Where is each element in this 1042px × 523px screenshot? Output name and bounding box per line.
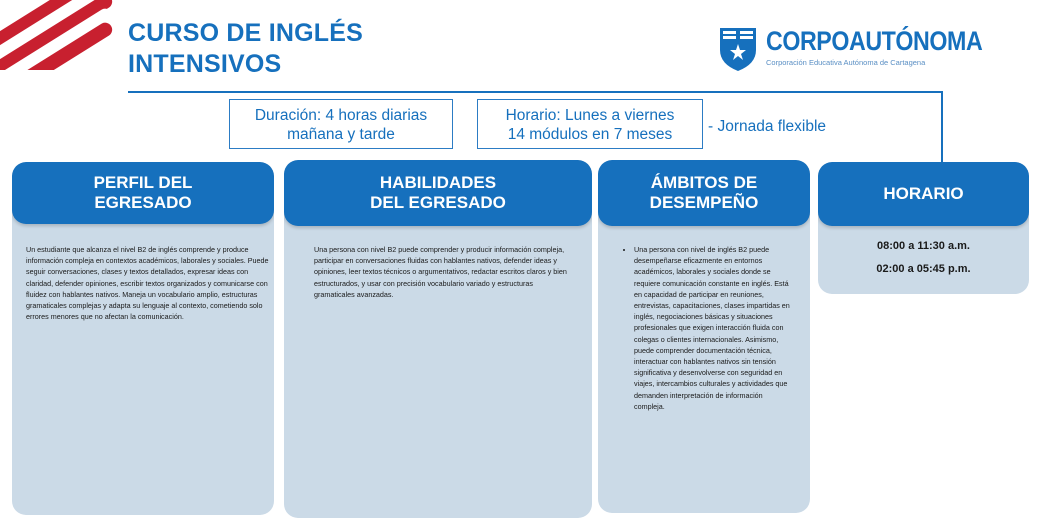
- habilidades-card-text: Una persona con nivel B2 puede comprender y producir información compleja, participar en conversaciones fluidas con hablantes nativos, defender ideas y opiniones, leer textos técnicos o argumentativos, redactar escritos claros y bien estructurados, y usar con precisión vocabulario variado y estructuras gramaticales avanzadas.: [314, 245, 567, 299]
- ambitos-card-header: [598, 160, 810, 226]
- duration-line-2: mañana y tarde: [287, 126, 395, 143]
- connector-line-vertical: [941, 91, 943, 163]
- ambitos-title-line-1: ÁMBITOS DE: [650, 173, 758, 192]
- horario-card: [818, 162, 1029, 294]
- jornada-text: - Jornada flexible: [708, 118, 827, 135]
- flag-icon: [0, 0, 124, 70]
- connector-line-horizontal: [128, 91, 943, 93]
- title-line-1: CURSO DE INGLÉS: [128, 19, 363, 47]
- perfil-card-header: [12, 162, 274, 224]
- logo-tagline: Corporación Educativa Autónoma de Cartagena: [766, 58, 926, 67]
- ambitos-card: [598, 160, 810, 513]
- habilidades-title-line-2: DEL EGRESADO: [370, 193, 506, 212]
- corpoautonoma-logo: [718, 24, 983, 74]
- horario-slot-1: 08:00 a 11:30 a.m.: [877, 240, 970, 252]
- horario-card-header: [818, 162, 1029, 226]
- perfil-title-line-1: PERFIL DEL: [93, 173, 193, 192]
- page-title: [128, 18, 363, 80]
- habilidades-card-header: [284, 160, 592, 226]
- perfil-title-line-2: EGRESADO: [94, 193, 192, 212]
- schedule-line-2: 14 módulos en 7 meses: [507, 126, 673, 143]
- schedule-box: [477, 99, 703, 149]
- title-line-2: INTENSIVOS: [128, 50, 282, 78]
- horario-slot-2: 02:00 a 05:45 p.m.: [876, 263, 971, 275]
- perfil-card-text: Un estudiante que alcanza el nivel B2 de inglés comprende y produce información compleja en contextos académicos, laborales y sociales. Puede seguir conversaciones, clases y textos detallados, expresar ideas con claridad, defender opiniones, escribir textos organizados y comunicarse con fluidez con hablantes nativos. Maneja un vocabulario amplio, estructuras gramaticales complejas y adapta su lenguaje al contexto, cometiendo solo errores menores que no afectan la comunicación.: [26, 245, 269, 322]
- horario-title: HORARIO: [883, 184, 964, 203]
- habilidades-card: [284, 160, 592, 518]
- logo-name: CORPOAUTÓNOMA: [766, 26, 983, 56]
- ambitos-bullet-item: • Una persona con nivel de inglés B2 puede desempeñarse eficazmente en entornos académicos, laborales y sociales donde se requiere comunicación constante en inglés. Está en capacidad de participar en reuniones, entrevistas, capacitaciones, clases impartidas en inglés, negociaciones básicas y situaciones profesionales que exigen interacción fluida con colegas o clientes internacionales. Asimismo, puede comprender documentación técnica, interactuar con hablantes nativos sin tensión significativa y desenvolverse con seguridad en viajes, intercambios culturales y actividades que demanden interpretación de información compleja.: [634, 244, 790, 412]
- ambitos-bullet-list: [624, 244, 790, 412]
- horario-slots: [818, 226, 1029, 275]
- perfil-card: [12, 162, 274, 515]
- ambitos-card-body: [598, 226, 810, 412]
- ambitos-title-line-2: DESEMPEÑO: [649, 193, 759, 212]
- habilidades-title-line-1: HABILIDADES: [379, 173, 497, 192]
- duration-box: [229, 99, 453, 149]
- shield-logo-icon: [718, 24, 758, 72]
- duration-line-1: Duración: 4 horas diarias: [254, 107, 428, 124]
- schedule-line-1: Horario: Lunes a viernes: [505, 107, 675, 124]
